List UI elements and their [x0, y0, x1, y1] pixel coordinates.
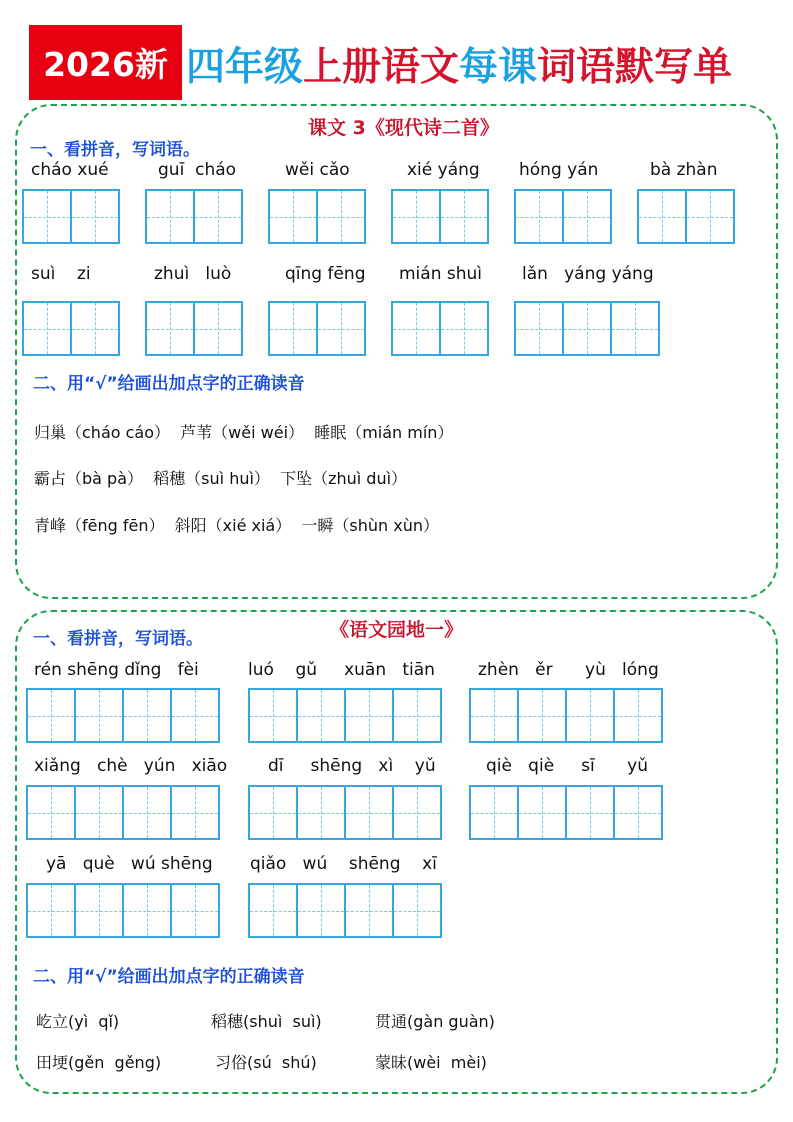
writing-grid[interactable]: [248, 688, 440, 743]
writing-cell[interactable]: [562, 189, 612, 244]
writing-grid[interactable]: [391, 189, 487, 244]
writing-cell[interactable]: [514, 301, 564, 356]
page-title: [186, 36, 732, 92]
writing-grid[interactable]: [26, 688, 218, 743]
pinyin-label: xié yáng: [407, 160, 480, 180]
writing-cell[interactable]: [296, 688, 346, 743]
section-title-pinyin: 一、看拼音，写词语。: [30, 140, 200, 160]
writing-cell[interactable]: [248, 785, 298, 840]
pinyin-label: guī cháo: [158, 160, 237, 180]
reading-item: 习俗(sú shú): [215, 1053, 317, 1072]
writing-cell[interactable]: [193, 189, 243, 244]
writing-cell[interactable]: [637, 189, 687, 244]
writing-cell[interactable]: [392, 688, 442, 743]
writing-cell[interactable]: [565, 785, 615, 840]
pinyin-label: lǎn yáng yáng: [522, 264, 654, 284]
writing-cell[interactable]: [268, 189, 318, 244]
lesson-title: 《语文园地一》: [330, 619, 464, 641]
writing-cell[interactable]: [344, 785, 394, 840]
reading-line: 归巢（cháo cáo） 芦苇（wěi wéi） 睡眠（mián mín）: [34, 423, 454, 442]
writing-cell[interactable]: [22, 301, 72, 356]
writing-grid[interactable]: [637, 189, 733, 244]
pinyin-label: qiǎo wú shēng xī: [250, 854, 437, 874]
writing-grid[interactable]: [268, 301, 364, 356]
reading-line: 青峰（fēng fēn） 斜阳（xié xiá） 一瞬（shùn xùn）: [34, 516, 439, 535]
writing-cell[interactable]: [26, 688, 76, 743]
writing-grid[interactable]: [268, 189, 364, 244]
writing-cell[interactable]: [74, 785, 124, 840]
writing-cell[interactable]: [344, 883, 394, 938]
writing-cell[interactable]: [193, 301, 243, 356]
writing-cell[interactable]: [469, 688, 519, 743]
writing-cell[interactable]: [170, 785, 220, 840]
writing-cell[interactable]: [316, 189, 366, 244]
writing-grid[interactable]: [22, 301, 118, 356]
pinyin-label: zhuì luò: [154, 264, 232, 284]
writing-cell[interactable]: [122, 785, 172, 840]
writing-cell[interactable]: [248, 883, 298, 938]
writing-grid[interactable]: [391, 301, 487, 356]
writing-cell[interactable]: [517, 688, 567, 743]
writing-grid[interactable]: [145, 189, 241, 244]
writing-grid[interactable]: [469, 785, 661, 840]
pinyin-label: dī shēng xì yǔ: [268, 756, 436, 776]
pinyin-label: mián shuì: [399, 264, 483, 284]
writing-cell[interactable]: [439, 301, 489, 356]
writing-cell[interactable]: [122, 688, 172, 743]
writing-cell[interactable]: [70, 189, 120, 244]
writing-grid[interactable]: [514, 189, 610, 244]
writing-cell[interactable]: [562, 301, 612, 356]
writing-cell[interactable]: [248, 688, 298, 743]
writing-cell[interactable]: [26, 883, 76, 938]
lesson-title: 课文 3《现代诗二首》: [308, 117, 499, 139]
pinyin-label: wěi cǎo: [285, 160, 350, 180]
pinyin-label: cháo xué: [31, 160, 109, 180]
writing-grid[interactable]: [145, 301, 241, 356]
title-part: 四年级: [186, 44, 304, 90]
writing-grid[interactable]: [248, 785, 440, 840]
year-badge: 2026新: [29, 25, 182, 100]
title-part: 每课: [459, 44, 538, 90]
writing-cell[interactable]: [170, 688, 220, 743]
pinyin-label: suì zi: [31, 264, 91, 284]
writing-cell[interactable]: [74, 688, 124, 743]
pinyin-label: yā què wú shēng: [46, 854, 213, 874]
writing-cell[interactable]: [469, 785, 519, 840]
writing-cell[interactable]: [145, 301, 195, 356]
writing-cell[interactable]: [22, 189, 72, 244]
writing-cell[interactable]: [391, 189, 441, 244]
writing-cell[interactable]: [392, 785, 442, 840]
pinyin-label: bà zhàn: [650, 160, 718, 180]
writing-cell[interactable]: [74, 883, 124, 938]
writing-grid[interactable]: [248, 883, 440, 938]
writing-cell[interactable]: [26, 785, 76, 840]
writing-cell[interactable]: [344, 688, 394, 743]
pinyin-label: xiǎng chè yún xiāo: [34, 756, 228, 776]
writing-cell[interactable]: [316, 301, 366, 356]
writing-grid[interactable]: [514, 301, 658, 356]
reading-item: 贯通(gàn guàn): [375, 1012, 495, 1031]
writing-cell[interactable]: [392, 883, 442, 938]
pinyin-label: rén shēng dǐng fèi: [34, 660, 199, 680]
writing-cell[interactable]: [145, 189, 195, 244]
pinyin-label: qiè qiè sī yǔ: [486, 756, 649, 776]
writing-cell[interactable]: [122, 883, 172, 938]
writing-cell[interactable]: [565, 688, 615, 743]
section-title-pinyin: 一、看拼音，写词语。: [33, 629, 203, 649]
writing-cell[interactable]: [514, 189, 564, 244]
writing-cell[interactable]: [685, 189, 735, 244]
writing-cell[interactable]: [268, 301, 318, 356]
writing-grid[interactable]: [22, 189, 118, 244]
writing-cell[interactable]: [296, 785, 346, 840]
writing-cell[interactable]: [613, 688, 663, 743]
writing-cell[interactable]: [170, 883, 220, 938]
pinyin-label: qīng fēng: [285, 264, 366, 284]
writing-cell[interactable]: [439, 189, 489, 244]
pinyin-label: hóng yán: [519, 160, 599, 180]
title-part: 上册语文: [303, 44, 460, 90]
title-part: 词语默写单: [537, 44, 733, 90]
writing-cell[interactable]: [517, 785, 567, 840]
reading-item: 屹立(yì qǐ): [36, 1012, 120, 1031]
pinyin-label: luó gǔ xuān tiān: [248, 660, 435, 680]
reading-item: 蒙昧(wèi mèi): [375, 1053, 487, 1072]
pinyin-label: zhèn ěr yù lóng: [478, 660, 659, 680]
writing-grid[interactable]: [26, 785, 218, 840]
writing-cell[interactable]: [391, 301, 441, 356]
reading-item: 稻穗(shuì suì): [211, 1012, 322, 1031]
writing-grid[interactable]: [26, 883, 218, 938]
section-title-reading: 二、用“√”给画出加点字的正确读音: [33, 374, 305, 394]
writing-cell[interactable]: [613, 785, 663, 840]
writing-grid[interactable]: [469, 688, 661, 743]
writing-cell[interactable]: [70, 301, 120, 356]
reading-item: 田埂(gěn gěng): [36, 1053, 162, 1072]
writing-cell[interactable]: [296, 883, 346, 938]
writing-cell[interactable]: [610, 301, 660, 356]
reading-line: 霸占（bà pà） 稻穗（suì huì） 下坠（zhuì duì）: [34, 469, 408, 488]
section-title-reading: 二、用“√”给画出加点字的正确读音: [33, 967, 305, 987]
